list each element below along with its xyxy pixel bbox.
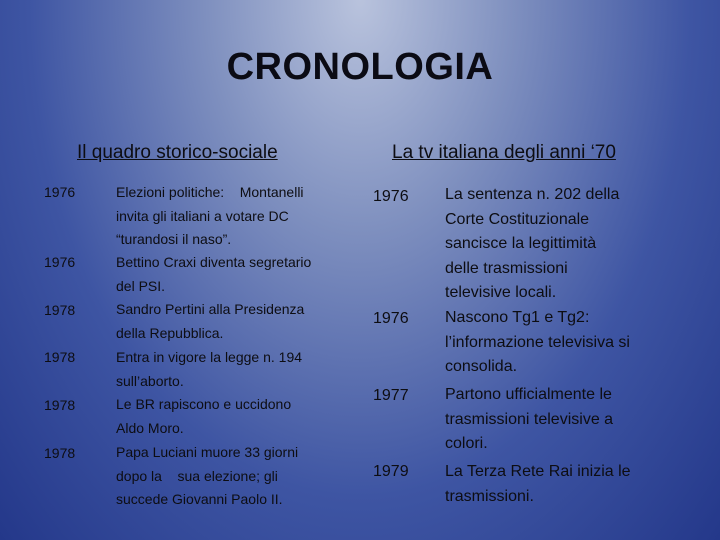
slide-title: CRONOLOGIA — [226, 46, 494, 88]
left-year: 1978 — [44, 302, 76, 318]
left-year: 1978 — [44, 397, 76, 413]
right-entry: Nascono Tg1 e Tg2: l’informazione televisiva si consolida. — [445, 309, 630, 375]
left-year: 1976 — [44, 254, 76, 270]
right-entry: La sentenza n. 202 della Corte Costituzionale sancisce la legittimità delle trasmissioni televisive locali. — [445, 186, 620, 301]
right-year: 1979 — [373, 463, 409, 480]
left-year: 1978 — [44, 349, 76, 365]
left-year: 1978 — [44, 445, 76, 461]
right-entry: La Terza Rete Rai inizia le trasmissioni. — [445, 463, 631, 505]
left-entry: Le BR rapiscono e uccidono Aldo Moro. — [116, 396, 292, 436]
left-entry: Sandro Pertini alla Presidenza della Repubblica. — [116, 301, 305, 341]
right-column-heading: La tv italiana degli anni ‘70 — [392, 142, 616, 163]
left-year: 1976 — [44, 184, 76, 200]
left-column-heading: Il quadro storico-sociale — [77, 142, 278, 163]
left-entry: Papa Luciani muore 33 giorni dopo la sua elezione; gli succede Giovanni Paolo II. — [116, 444, 299, 507]
left-entry: Entra in vigore la legge n. 194 sull’aborto. — [116, 349, 303, 389]
right-entry: Partono ufficialmente le trasmissioni televisive a colori. — [445, 386, 614, 452]
left-entry: Elezioni politiche: Montanelli invita gli italiani a votare DC “turandosi il naso”. — [116, 184, 304, 247]
right-year: 1977 — [373, 387, 409, 404]
right-year: 1976 — [373, 188, 409, 205]
left-entry: Bettino Craxi diventa segretario del PSI. — [116, 254, 312, 294]
right-year: 1976 — [373, 310, 409, 327]
